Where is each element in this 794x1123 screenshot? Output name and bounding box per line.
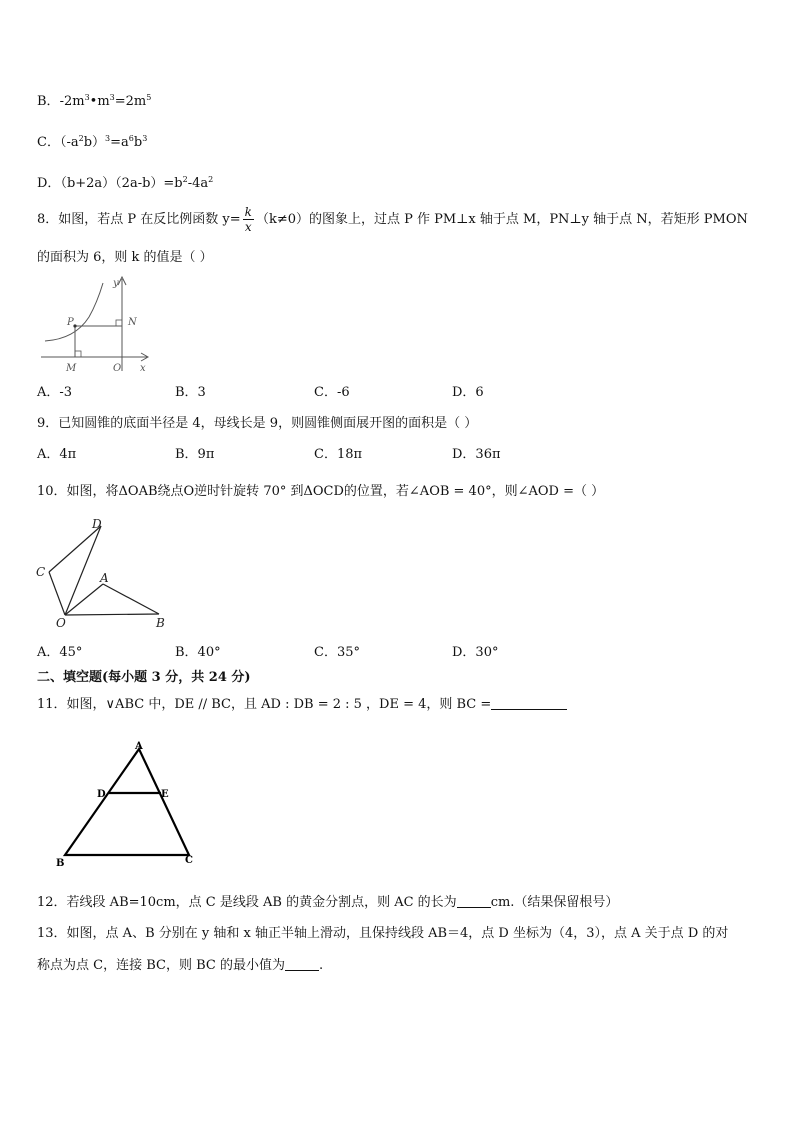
q9-option-a: A．4π bbox=[37, 447, 77, 462]
q10-option-c: C．35° bbox=[314, 645, 360, 660]
q7-option-b: B．$-2m^3•m^3=2m^5$ bbox=[37, 93, 152, 109]
q10-stem: 10．如图，将ΔOAB绕点O逆时针旋转 70° 到ΔOCD的位置，若∠AOB = 40°，则∠AOD =（ ） bbox=[37, 484, 605, 499]
q13-stem-line1: 13．如图，点 A、B 分别在 y 轴和 x 轴正半轴上滑动，且保持线段 AB＝4，点 D 坐标为（4，3），点 A 关于点 D 的对 bbox=[37, 926, 729, 941]
q9-option-b: B．9π bbox=[175, 447, 215, 462]
q10-label-c: C bbox=[36, 565, 46, 579]
q10-option-b: B．40° bbox=[175, 645, 221, 660]
q8-option-b: B．3 bbox=[175, 385, 206, 400]
q11-answer-blank[interactable] bbox=[491, 697, 567, 710]
q8-label-n: N bbox=[128, 317, 137, 328]
q8-option-d: D．6 bbox=[452, 385, 484, 400]
q8-option-a: A．-3 bbox=[37, 385, 73, 400]
q8-label-y: y bbox=[113, 278, 119, 289]
q9-option-d: D．36π bbox=[452, 447, 501, 462]
section-title: 二、填空题(每小题 3 分，共 24 分) bbox=[37, 670, 251, 685]
q11-stem: 11．如图，∨ABC 中，DE // BC，且 AD : DB = 2 : 5 ，DE = 4，则 BC = bbox=[37, 697, 567, 713]
q10-label-d: D bbox=[92, 517, 102, 531]
q8-label-o: O bbox=[113, 363, 122, 374]
q8-stem-line1: 8．如图，若点 P 在反比例函数 y= $\frac{k}{x}$ （k≠0）的图象上，过点 P 作 PM⊥x 轴于点 M，PN⊥y 轴于点 N，若矩形 PMON bbox=[37, 205, 748, 234]
q10-option-a: A．45° bbox=[37, 645, 83, 660]
q9-stem: 9．已知圆锥的底面半径是 4，母线长是 9，则圆锥侧面展开图的面积是（ ） bbox=[37, 416, 478, 431]
q8-fraction: $\frac{k}{x}$ bbox=[244, 205, 252, 234]
q11-label-e: E bbox=[161, 789, 169, 800]
q12-answer-blank[interactable] bbox=[457, 895, 491, 908]
q11-figure bbox=[50, 738, 200, 868]
q7-option-d: D．$(b+2a)(2a-b)=b^2-4a^2$ bbox=[37, 175, 214, 191]
q11-label-a: A bbox=[135, 741, 143, 752]
q11-label-b: B bbox=[56, 858, 65, 868]
q10-label-a: A bbox=[100, 571, 109, 585]
q8-option-c: C．-6 bbox=[314, 385, 350, 400]
q8-stem-line2: 的面积为 6，则 k 的值是（ ） bbox=[37, 250, 213, 265]
q8-label-x: x bbox=[140, 363, 146, 374]
q10-option-d: D．30° bbox=[452, 645, 499, 660]
q8-label-p: P bbox=[67, 317, 74, 328]
q8-label-m: M bbox=[66, 363, 77, 374]
q13-answer-blank[interactable] bbox=[285, 958, 319, 971]
q9-option-c: C．18π bbox=[314, 447, 363, 462]
q13-stem-line2: 称点为点 C，连接 BC，则 BC 的最小值为 . bbox=[37, 958, 324, 973]
q10-figure bbox=[33, 512, 173, 632]
q7-option-c: C．$(-a^2b)^3=a^6b^3$ bbox=[37, 134, 148, 150]
q11-label-d: D bbox=[97, 789, 106, 800]
q12-stem: 12．若线段 AB=10cm，点 C 是线段 AB 的黄金分割点，则 AC 的长为 cm.（结果保留根号） bbox=[37, 895, 619, 910]
q10-label-b: B bbox=[156, 616, 165, 630]
q10-label-o: O bbox=[56, 616, 66, 630]
q11-label-c: C bbox=[185, 855, 193, 866]
q8-figure bbox=[37, 273, 157, 375]
